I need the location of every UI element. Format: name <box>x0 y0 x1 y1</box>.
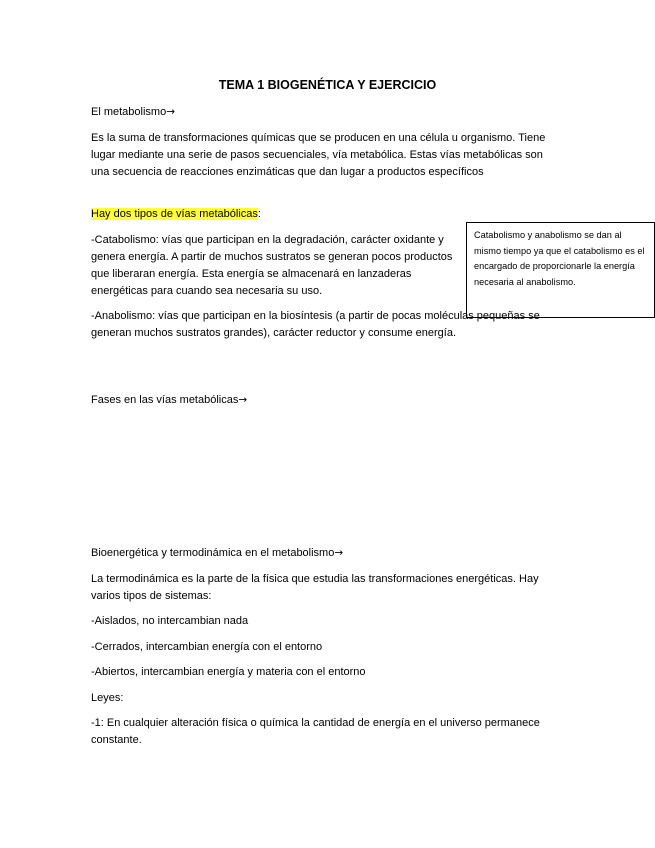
first-law-paragraph: -1: En cualquier alteración física o química la cantidad de energía en el universo permanece constante. <box>91 717 540 746</box>
anabolism-paragraph: -Anabolismo: vías que participan en la biosíntesis (a partir de pocas moléculas pequeñas se generan muchos sustratos grandes), carácter reductor y consume energía. <box>91 310 540 339</box>
phases-heading-text: Fases en las vías metabólicas <box>91 394 239 406</box>
metabolic-types-suffix: : <box>257 208 261 220</box>
metabolism-definition: Es la suma de transformaciones químicas que se producen en una célula u organismo. Tiene lugar mediante una serie de pasos secuenciales, vía metabólica. Estas vías metabólicas son una secuencia de reacciones enzimáticas que dan lugar a productos específicos <box>91 132 546 178</box>
metabolism-heading-text: El metabolismo <box>91 106 167 118</box>
catabolism-paragraph: -Catabolismo: vías que participan en la degradación, carácter oxidante y genera energía. A partir de muchos sustratos se generan pocos productos que liberaran energía. Esta energía se almacenará en lanzaderas energéticas para cuando sea necesaria su uso. <box>91 234 453 297</box>
arrow-right-icon: → <box>238 394 248 406</box>
phases-heading <box>91 392 561 409</box>
side-note-text: Catabolismo y anabolismo se dan al mismo tiempo ya que el catabolismo es el encargado de proporcionarle la energía necesaria al anabolismo. <box>474 230 645 287</box>
open-systems-item: -Abiertos, intercambian energía y materia con el entorno <box>91 666 366 678</box>
laws-heading: Leyes: <box>91 692 124 704</box>
bioenergetics-heading <box>91 545 561 562</box>
thermodynamics-definition: La termodinámica es la parte de la física que estudia las transformaciones energéticas. Hay varios tipos de sistemas: <box>91 573 539 602</box>
arrow-right-icon: → <box>166 106 176 118</box>
metabolism-heading <box>91 104 561 121</box>
isolated-systems-item: -Aislados, no intercambian nada <box>91 615 249 627</box>
document-title: TEMA 1 BIOGENÉTICA Y EJERCICIO <box>218 78 437 92</box>
closed-systems-item: -Cerrados, intercambian energía con el entorno <box>91 641 323 653</box>
arrow-right-icon: → <box>334 547 344 559</box>
highlighted-text: Hay dos tipos de vías metabólicas <box>91 208 258 220</box>
metabolic-types-heading <box>91 206 561 223</box>
bioenergetics-heading-text: Bioenergética y termodinámica en el metabolismo <box>91 547 335 559</box>
side-note-box <box>466 222 655 318</box>
